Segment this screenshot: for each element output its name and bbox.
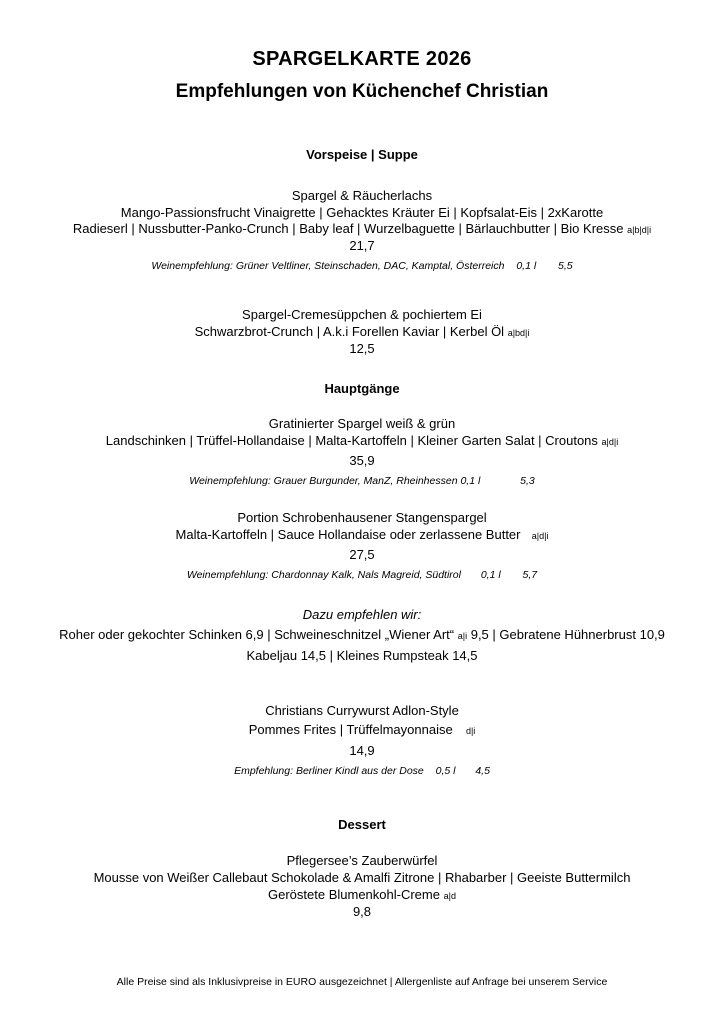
wine-text: Weinempfehlung: Chardonnay Kalk, Nals Magreid, Südtirol — [186, 569, 461, 581]
wine-text: Empfehlung: Berliner Kindl aus der Dose — [234, 765, 424, 777]
dish-name: Portion Schrobenhausener Stangenspargel — [237, 510, 487, 525]
wine-recommendation — [0, 260, 724, 272]
wine-recommendation — [0, 475, 724, 487]
dish-description — [0, 887, 724, 902]
dish-price: 14,9 — [349, 743, 375, 758]
allergen-codes: a|bd|i — [507, 328, 530, 338]
menu-title: SPARGELKARTE 2026 — [252, 48, 472, 70]
dish-name: Spargel & Räucherlachs — [291, 188, 433, 203]
extras-text: Roher oder gekochter Schinken 6,9 | Schweineschnitzel „Wiener Art“ — [59, 627, 455, 642]
dish-price: 9,8 — [352, 904, 372, 919]
footer-note: Alle Preise sind als Inklusivpreise in EURO ausgezeichnet | Allergenliste auf Anfrage bei unserem Service — [116, 976, 608, 988]
section-heading-hauptgaenge: Hauptgänge — [324, 381, 400, 396]
menu-subtitle: Empfehlungen von Küchenchef Christian — [175, 81, 549, 102]
extras-text: 9,5 | Gebratene Hühnerbrust 10,9 — [470, 627, 665, 642]
wine-text: Weinempfehlung: Grauer Burgunder, ManZ, Rheinhessen 0,1 l — [189, 475, 481, 487]
wine-volume: 0,5 l — [435, 765, 456, 777]
dish-description — [0, 324, 724, 339]
allergen-codes: a|d|i — [531, 531, 549, 541]
wine-price: 4,5 — [475, 765, 490, 777]
dish-description — [0, 722, 724, 737]
dish-description: Mousse von Weißer Callebaut Schokolade & Amalfi Zitrone | Rhabarber | Geeiste Buttermilch — [93, 870, 631, 885]
allergen-codes: a|d — [443, 891, 456, 901]
allergen-codes: a|d|i — [601, 437, 619, 447]
dish-name: Gratinierter Spargel weiß & grün — [268, 416, 456, 431]
dish-description — [0, 221, 724, 236]
dish-description-text: Malta-Kartoffeln | Sauce Hollandaise oder zerlassene Butter — [175, 527, 521, 542]
dish-description — [0, 527, 724, 542]
dish-description-text: Geröstete Blumenkohl-Creme — [268, 887, 440, 902]
dish-description: Mango-Passionsfrucht Vinaigrette | Gehacktes Kräuter Ei | Kopfsalat-Eis | 2xKarotte — [120, 205, 604, 220]
section-heading-vorspeise: Vorspeise | Suppe — [306, 147, 418, 162]
allergen-codes: d|i — [465, 726, 476, 736]
section-heading-dessert: Dessert — [338, 817, 386, 832]
dish-name: Christians Currywurst Adlon-Style — [265, 703, 459, 718]
dish-price: 27,5 — [349, 547, 375, 562]
extras-line — [0, 627, 724, 642]
wine-price: 5,5 — [558, 260, 573, 272]
extras-heading: Dazu empfehlen wir: — [302, 607, 422, 622]
dish-description-text: Pommes Frites | Trüffelmayonnaise — [248, 722, 453, 737]
wine-price: 5,3 — [520, 475, 535, 487]
drink-recommendation — [0, 765, 724, 777]
dish-description-text: Radieserl | Nussbutter-Panko-Crunch | Baby leaf | Wurzelbaguette | Bärlauchbutter | Bio Kresse — [72, 221, 624, 236]
dish-price: 12,5 — [349, 341, 375, 356]
allergen-codes: a|b|d|i — [627, 225, 652, 235]
dish-description-text: Landschinken | Trüffel-Hollandaise | Malta-Kartoffeln | Kleiner Garten Salat | Croutons — [105, 433, 598, 448]
wine-volume: 0,1 l — [516, 260, 537, 272]
wine-recommendation — [0, 569, 724, 581]
wine-price: 5,7 — [522, 569, 538, 581]
dish-name: Pflegersee’s Zauberwürfel — [286, 853, 438, 868]
dish-name: Spargel-Cremesüppchen & pochiertem Ei — [242, 307, 482, 322]
extras-line: Kabeljau 14,5 | Kleines Rumpsteak 14,5 — [246, 648, 478, 663]
dish-price: 21,7 — [349, 238, 375, 253]
dish-description-text: Schwarzbrot-Crunch | A.k.i Forellen Kaviar | Kerbel Öl — [194, 324, 505, 339]
allergen-codes: a|i — [457, 631, 468, 641]
wine-text: Weinempfehlung: Grüner Veltliner, Steinschaden, DAC, Kamptal, Österreich — [151, 260, 505, 272]
dish-price: 35,9 — [349, 453, 375, 468]
wine-volume: 0,1 l — [480, 569, 501, 581]
dish-description — [0, 433, 724, 448]
